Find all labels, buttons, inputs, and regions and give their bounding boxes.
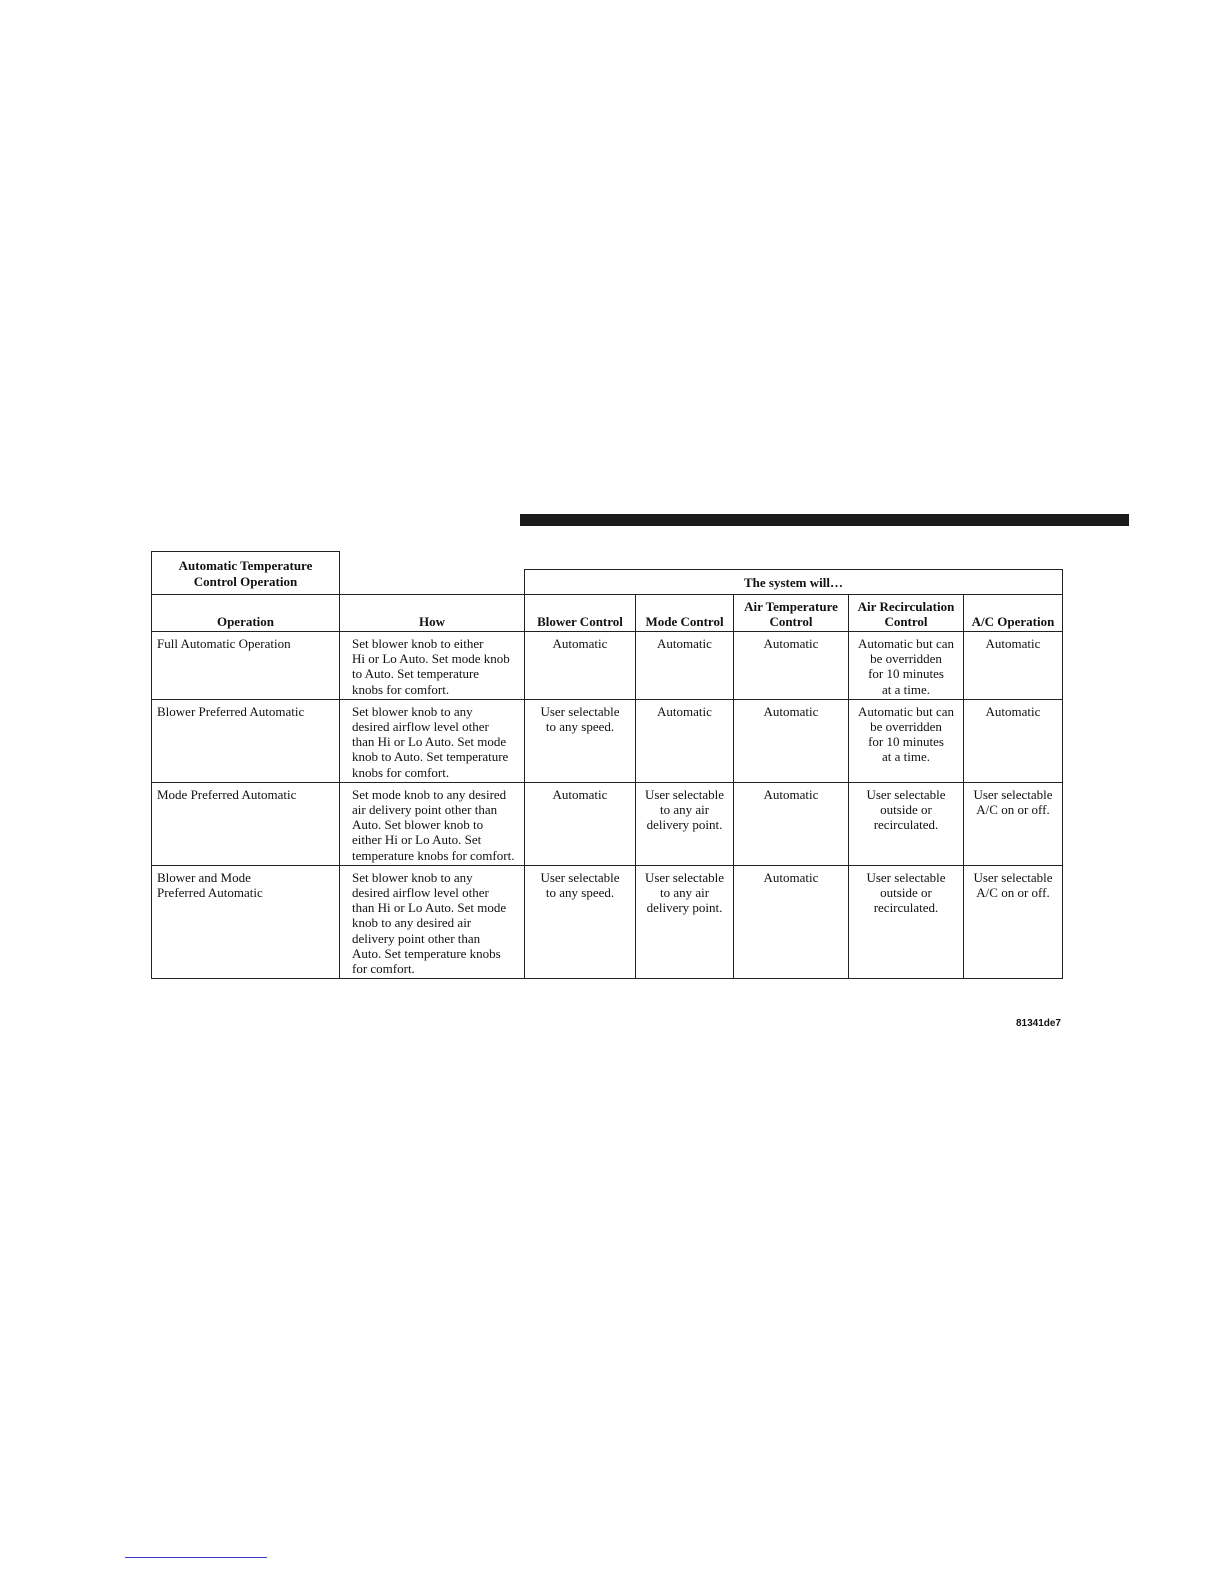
air-temperature-cell: Automatic — [734, 699, 849, 782]
table-title — [151, 551, 340, 595]
air-temperature-cell: Automatic — [734, 782, 849, 865]
operation-cell: Blower and Mode Preferred Automatic — [152, 865, 340, 978]
air-recirculation-cell: User selectable outside or recirculated. — [849, 782, 964, 865]
figure-code: 81341de7 — [1015, 1018, 1061, 1029]
header-row — [152, 595, 1063, 632]
blower-control-cell: User selectable to any speed. — [525, 865, 636, 978]
table-title-line2: Control Operation — [193, 573, 298, 589]
operation-cell: Mode Preferred Automatic — [152, 782, 340, 865]
air-recirculation-cell: Automatic but can be overridden for 10 minutes at a time. — [849, 699, 964, 782]
blower-control-cell: Automatic — [525, 782, 636, 865]
footnote-rule — [125, 1557, 267, 1558]
how-cell: Set blower knob to either Hi or Lo Auto. Set mode knob to Auto. Set temperature knobs for comfort. — [340, 632, 525, 700]
ac-operation-cell: Automatic — [964, 699, 1063, 782]
operation-cell: Blower Preferred Automatic — [152, 699, 340, 782]
mode-control-cell: Automatic — [636, 699, 734, 782]
section-header-bar — [520, 514, 1129, 526]
system-will-header: The system will… — [524, 569, 1063, 595]
table-row — [152, 699, 1063, 782]
mode-control-cell: Automatic — [636, 632, 734, 700]
ac-operation-cell: Automatic — [964, 632, 1063, 700]
column-header: Mode Control — [636, 595, 734, 632]
ac-operation-cell: User selectable A/C on or off. — [964, 782, 1063, 865]
blower-control-cell: User selectable to any speed. — [525, 699, 636, 782]
how-cell: Set blower knob to any desired airflow level other than Hi or Lo Auto. Set mode knob to Auto. Set temperature knobs for comfort. — [340, 699, 525, 782]
air-recirculation-cell: User selectable outside or recirculated. — [849, 865, 964, 978]
blower-control-cell: Automatic — [525, 632, 636, 700]
how-cell: Set mode knob to any desired air delivery point other than Auto. Set blower knob to either Hi or Lo Auto. Set temperature knobs for comfort. — [340, 782, 525, 865]
column-header: Air Recirculation Control — [849, 595, 964, 632]
operation-cell: Full Automatic Operation — [152, 632, 340, 700]
table-row — [152, 632, 1063, 700]
air-temperature-cell: Automatic — [734, 865, 849, 978]
table-row — [152, 782, 1063, 865]
air-recirculation-cell: Automatic but can be overridden for 10 minutes at a time. — [849, 632, 964, 700]
mode-control-cell: User selectable to any air delivery point. — [636, 865, 734, 978]
column-header: Blower Control — [525, 595, 636, 632]
table-row — [152, 865, 1063, 978]
air-temperature-cell: Automatic — [734, 632, 849, 700]
column-header: How — [340, 595, 525, 632]
mode-control-cell: User selectable to any air delivery point. — [636, 782, 734, 865]
column-header: A/C Operation — [964, 595, 1063, 632]
operation-table — [151, 594, 1063, 979]
how-cell: Set blower knob to any desired airflow level other than Hi or Lo Auto. Set mode knob to any desired air delivery point other than Auto. Set temperature knobs for comfort. — [340, 865, 525, 978]
ac-operation-cell: User selectable A/C on or off. — [964, 865, 1063, 978]
column-header: Operation — [152, 595, 340, 632]
column-header: Air Temperature Control — [734, 595, 849, 632]
table-title-line1: Automatic Temperature — [178, 557, 313, 573]
